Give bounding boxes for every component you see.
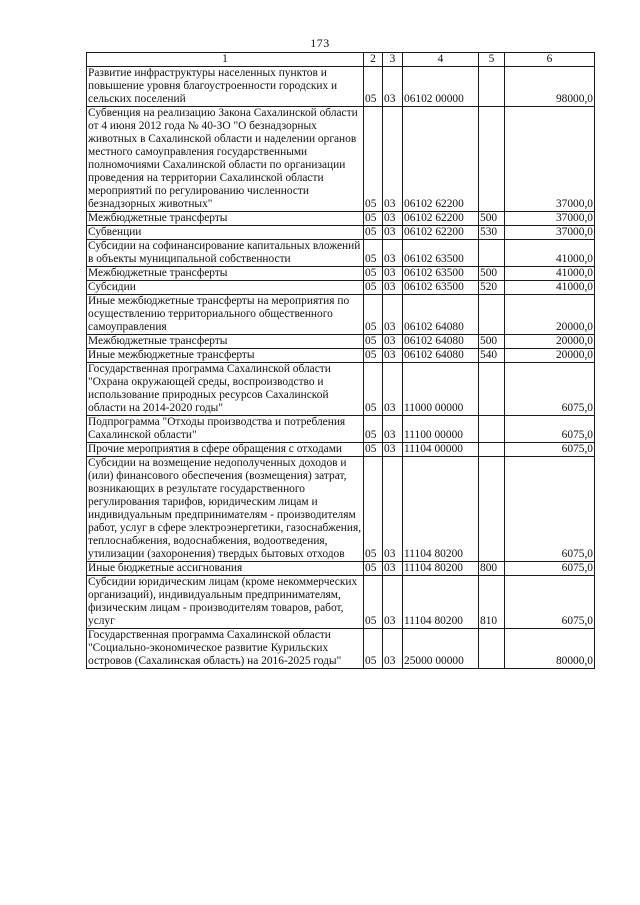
row-name: Государственная программа Сахалинской области "Охрана окружающей среды, воспроизводство и использование природных ресурсов Сахалинской области на 2014-2020 годы" (87, 363, 364, 416)
row-section: 05 (364, 226, 383, 240)
row-section: 05 (364, 349, 383, 363)
row-section: 05 (364, 457, 383, 562)
row-target-article: 11104 00000 (403, 443, 479, 457)
row-expense-type: 810 (479, 576, 505, 629)
column-header: 4 (403, 53, 479, 67)
row-section: 05 (364, 107, 383, 212)
row-expense-type: 500 (479, 212, 505, 226)
row-subsection: 03 (383, 363, 403, 416)
table-row (87, 363, 595, 416)
row-section: 05 (364, 67, 383, 107)
row-name: Субсидии на софинансирование капитальных вложений в объекты муниципальной собственности (87, 240, 364, 267)
row-subsection: 03 (383, 107, 403, 212)
row-expense-type: 540 (479, 349, 505, 363)
table-row (87, 212, 595, 226)
row-amount: 6075,0 (505, 576, 595, 629)
table-row (87, 107, 595, 212)
row-expense-type: 520 (479, 281, 505, 295)
row-expense-type (479, 443, 505, 457)
column-header: 1 (87, 53, 364, 67)
row-subsection: 03 (383, 295, 403, 335)
row-name: Развитие инфраструктуры населенных пунктов и повышение уровня благоустроенности городских и сельских поселений (87, 67, 364, 107)
table-row (87, 267, 595, 281)
row-amount: 6075,0 (505, 363, 595, 416)
row-subsection: 03 (383, 240, 403, 267)
row-expense-type (479, 629, 505, 669)
row-section: 05 (364, 629, 383, 669)
row-subsection: 03 (383, 335, 403, 349)
row-target-article: 11104 80200 (403, 562, 479, 576)
row-subsection: 03 (383, 212, 403, 226)
row-expense-type (479, 457, 505, 562)
row-target-article: 06102 62200 (403, 212, 479, 226)
row-amount: 41000,0 (505, 240, 595, 267)
row-target-article: 06102 63500 (403, 240, 479, 267)
row-section: 05 (364, 281, 383, 295)
row-name: Прочие мероприятия в сфере обращения с отходами (87, 443, 364, 457)
column-header: 3 (383, 53, 403, 67)
row-name: Субсидии юридическим лицам (кроме некоммерческих организаций), индивидуальным предпринимателям, физическим лицам - производителям товаров, работ, услуг (87, 576, 364, 629)
table-row (87, 629, 595, 669)
row-section: 05 (364, 295, 383, 335)
table-row (87, 281, 595, 295)
row-amount: 6075,0 (505, 457, 595, 562)
row-section: 05 (364, 416, 383, 443)
row-name: Государственная программа Сахалинской области "Социально-экономическое развитие Курильских островов (Сахалинская область) на 2016-2025 годы" (87, 629, 364, 669)
row-name: Межбюджетные трансферты (87, 335, 364, 349)
table-row (87, 240, 595, 267)
row-expense-type (479, 67, 505, 107)
row-name: Межбюджетные трансферты (87, 212, 364, 226)
row-subsection: 03 (383, 349, 403, 363)
row-target-article: 06102 64080 (403, 335, 479, 349)
row-amount: 37000,0 (505, 107, 595, 212)
row-subsection: 03 (383, 576, 403, 629)
column-header: 2 (364, 53, 383, 67)
row-section: 05 (364, 363, 383, 416)
row-amount: 6075,0 (505, 416, 595, 443)
row-subsection: 03 (383, 457, 403, 562)
row-amount: 98000,0 (505, 67, 595, 107)
row-amount: 20000,0 (505, 335, 595, 349)
row-section: 05 (364, 562, 383, 576)
budget-table-body (87, 67, 595, 669)
row-amount: 20000,0 (505, 349, 595, 363)
row-subsection: 03 (383, 629, 403, 669)
row-section: 05 (364, 212, 383, 226)
table-row (87, 335, 595, 349)
row-name: Субсидии (87, 281, 364, 295)
row-expense-type (479, 363, 505, 416)
row-section: 05 (364, 267, 383, 281)
row-target-article: 06102 64080 (403, 295, 479, 335)
row-subsection: 03 (383, 443, 403, 457)
row-subsection: 03 (383, 267, 403, 281)
row-amount: 80000,0 (505, 629, 595, 669)
table-row (87, 416, 595, 443)
row-expense-type: 800 (479, 562, 505, 576)
row-amount: 6075,0 (505, 562, 595, 576)
row-expense-type (479, 416, 505, 443)
row-expense-type: 500 (479, 335, 505, 349)
row-subsection: 03 (383, 562, 403, 576)
row-name: Иные межбюджетные трансферты (87, 349, 364, 363)
row-subsection: 03 (383, 281, 403, 295)
row-name: Субвенции (87, 226, 364, 240)
row-subsection: 03 (383, 67, 403, 107)
table-row (87, 67, 595, 107)
row-expense-type (479, 240, 505, 267)
row-name: Подпрограмма "Отходы производства и потребления Сахалинской области" (87, 416, 364, 443)
table-row (87, 349, 595, 363)
row-target-article: 25000 00000 (403, 629, 479, 669)
row-target-article: 06102 62200 (403, 107, 479, 212)
row-target-article: 06102 64080 (403, 349, 479, 363)
row-expense-type (479, 107, 505, 212)
column-header: 5 (479, 53, 505, 67)
table-row (87, 295, 595, 335)
row-section: 05 (364, 576, 383, 629)
row-amount: 6075,0 (505, 443, 595, 457)
table-row (87, 576, 595, 629)
table-row (87, 457, 595, 562)
row-target-article: 06102 62200 (403, 226, 479, 240)
row-target-article: 06102 63500 (403, 267, 479, 281)
row-name: Иные бюджетные ассигнования (87, 562, 364, 576)
row-section: 05 (364, 443, 383, 457)
page-number: 173 (310, 36, 330, 50)
row-subsection: 03 (383, 226, 403, 240)
table-row (87, 226, 595, 240)
row-name: Межбюджетные трансферты (87, 267, 364, 281)
row-target-article: 11000 00000 (403, 363, 479, 416)
column-header: 6 (505, 53, 595, 67)
row-target-article: 11104 80200 (403, 457, 479, 562)
table-row (87, 443, 595, 457)
row-amount: 41000,0 (505, 281, 595, 295)
row-amount: 37000,0 (505, 212, 595, 226)
row-name: Иные межбюджетные трансферты на мероприятия по осуществлению территориального общественного самоуправления (87, 295, 364, 335)
row-expense-type (479, 295, 505, 335)
row-amount: 37000,0 (505, 226, 595, 240)
row-target-article: 11100 00000 (403, 416, 479, 443)
row-section: 05 (364, 240, 383, 267)
budget-table (86, 52, 595, 669)
row-target-article: 11104 80200 (403, 576, 479, 629)
row-amount: 41000,0 (505, 267, 595, 281)
table-row (87, 562, 595, 576)
row-subsection: 03 (383, 416, 403, 443)
row-name: Субвенция на реализацию Закона Сахалинской области от 4 июня 2012 года № 40-ЗО "О безнадзорных животных в Сахалинской области и наделении органов местного самоуправления государственными полномочиями Сахалинской области по организации проведения на территории Сахалинской области мероприятий по регулированию численности безнадзорных животных" (87, 107, 364, 212)
column-number-row (87, 53, 595, 67)
row-target-article: 06102 00000 (403, 67, 479, 107)
row-expense-type: 500 (479, 267, 505, 281)
row-amount: 20000,0 (505, 295, 595, 335)
row-section: 05 (364, 335, 383, 349)
row-name: Субсидии на возмещение недополученных доходов и (или) финансового обеспечения (возмещения) затрат, возникающих в результате государственного регулирования тарифов, юридическим лицам и индивидуальным предпринимателям - производителям работ, услуг в сфере электроэнергетики, газоснабжения, теплоснабжения, водоснабжения, водоотведения, утилизации (захоронения) твердых бытовых отходов (87, 457, 364, 562)
row-expense-type: 530 (479, 226, 505, 240)
row-target-article: 06102 63500 (403, 281, 479, 295)
